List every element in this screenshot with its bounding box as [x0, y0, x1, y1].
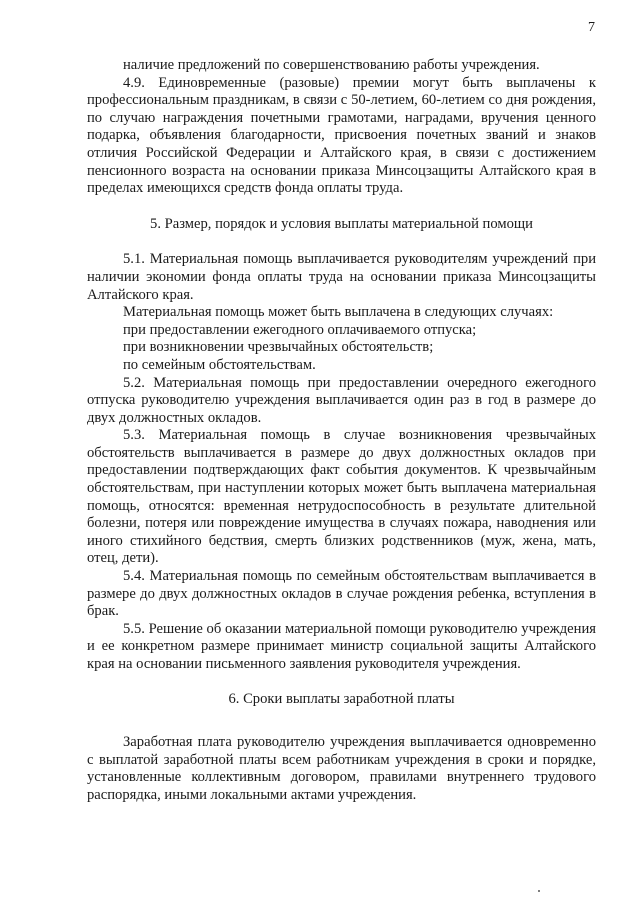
paragraph-6-1: Заработная плата руководителю учреждения выплачивается одновременно с выплатой заработной платы всем работникам учреждения в сроки и порядке, установленные коллективным договором, правилами внутреннего трудового распорядка, иными локальными актами учреждения. [87, 734, 596, 803]
paragraph-4-9: 4.9. Единовременные (разовые) премии могут быть выплачены к профессиональным праздникам, в связи с 50-летием, 60-летием со дня рождения, по случаю награждения почетными грамотами, наградами, вручения ценного подарка, объявления благодарности, присвоения почетных званий и знаков отличия Российской Федерации и Алтайского края, в связи с достижением пенсионного возраста на основании приказа Минсоцзащиты Алтайского края в пределах имеющихся средств фонда оплаты труда. [87, 74, 596, 197]
paragraph-5-1: 5.1. Материальная помощь выплачивается руководителям учреждений при наличии экономии фонда оплаты труда на основании приказа Минсоцзащиты Алтайского края. [87, 251, 596, 303]
scan-speck [538, 890, 540, 892]
case-item-3: по семейным обстоятельствам. [123, 356, 316, 373]
section-6-heading: 6. Сроки выплаты заработной платы [228, 690, 455, 707]
section-5-heading: 5. Размер, порядок и условия выплаты материальной помощи [150, 215, 533, 232]
paragraph-5-5: 5.5. Решение об оказании материальной помощи руководителю учреждения и ее конкретном размере принимает министр социальной защиты Алтайского края на основании письменного заявления руководителя учреждения. [87, 620, 596, 672]
page-number: 7 [588, 20, 595, 35]
document-body [87, 57, 596, 805]
paragraph-5-3: 5.3. Материальная помощь в случае возникновения чрезвычайных обстоятельств выплачивается в размере до двух должностных окладов при предоставлении подтверждающих факт события документов. К чрезвычайным обстоятельствам, при наступлении которых может быть выплачена материальная помощь, относятся: временная нетрудоспособность в результате длительной болезни, потеря или повреждение имущества в случаях пожара, наводнения или иного стихийного бедствия, смерть близких родственников (муж, жена, мать, отец, дети). [87, 427, 596, 567]
paragraph-prev-tail: наличие предложений по совершенствованию работы учреждения. [123, 57, 540, 73]
paragraph-5-4: 5.4. Материальная помощь по семейным обстоятельствам выплачивается в размере до двух должностных окладов в случае рождения ребенка, вступления в брак. [87, 568, 596, 620]
paragraph-cases-intro: Материальная помощь может быть выплачена в следующих случаях: [123, 304, 554, 321]
paragraph-5-2: 5.2. Материальная помощь при предоставлении очередного ежегодного отпуска руководителю учреждения выплачивается один раз в год в размере до двух должностных окладов. [87, 374, 596, 426]
case-item-2: при возникновении чрезвычайных обстоятельств; [123, 339, 434, 356]
case-item-1: при предоставлении ежегодного оплачиваемого отпуска; [123, 321, 477, 338]
